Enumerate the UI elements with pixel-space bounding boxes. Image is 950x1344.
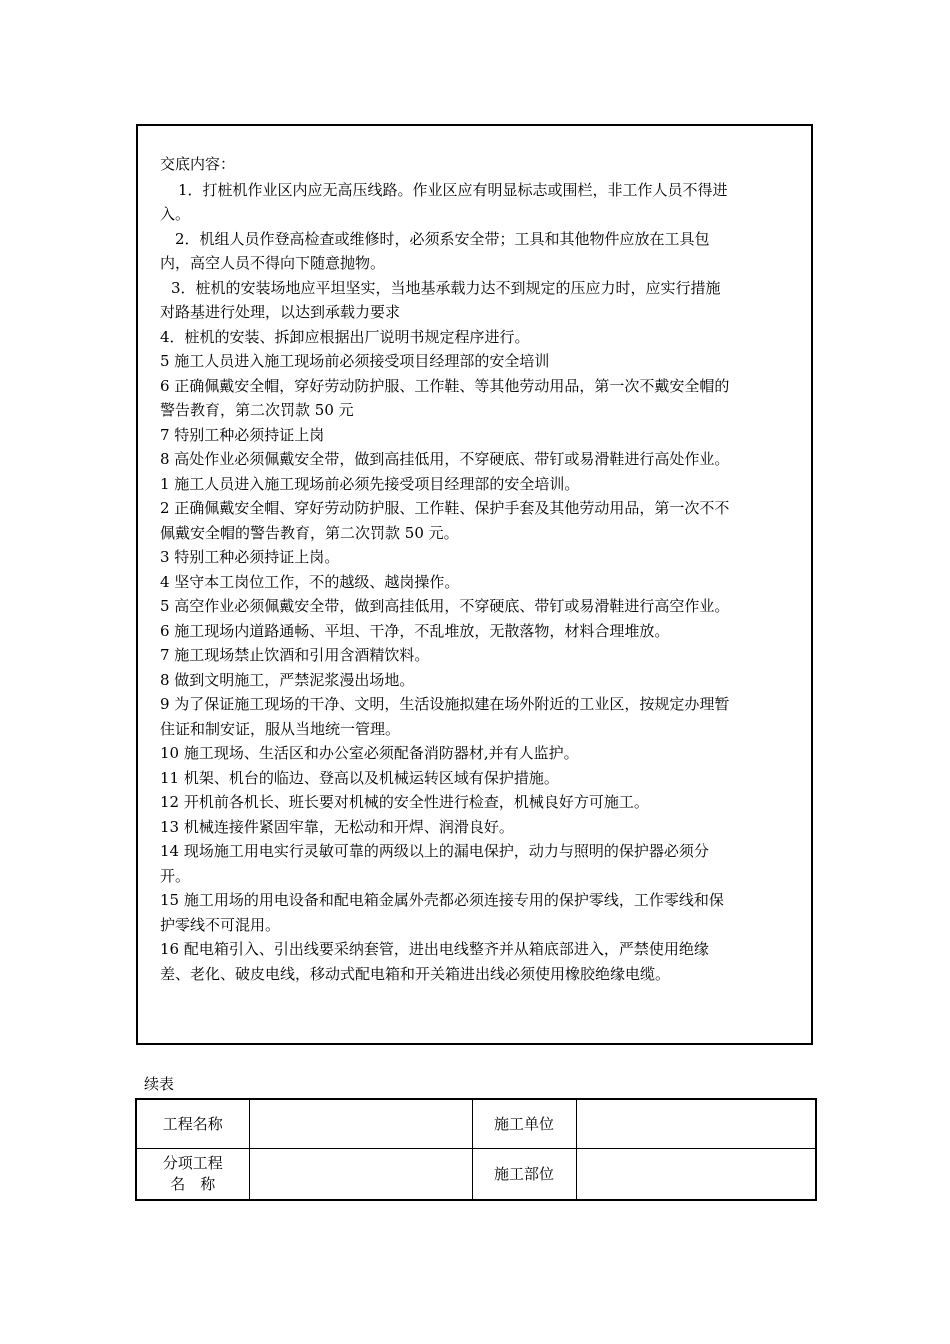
construction-part-value (576, 1149, 816, 1201)
table-row (136, 1099, 816, 1149)
disclosure-line: 4．桩机的安装、拆卸应根据出厂说明书规定程序进行。 (160, 327, 530, 346)
disclosure-line: 开。 (160, 866, 191, 885)
disclosure-line: 3 特别工种必须持证上岗。 (160, 548, 340, 566)
continued-table-label: 续表 (144, 1075, 175, 1093)
disclosure-line: 8 高处作业必须佩戴安全带，做到高挂低用，不穿硬底、带钉或易滑鞋进行高处作业。 (160, 450, 730, 468)
disclosure-line: 7 特别工种必须持证上岗 (160, 425, 325, 444)
sub-project-name-label (136, 1149, 249, 1201)
disclosure-line: 12 开机前各机长、班长要对机械的安全性进行检查，机械良好方可施工。 (160, 793, 649, 811)
disclosure-line: 内，高空人员不得向下随意抛物。 (160, 254, 386, 272)
disclosure-line: 4 坚守本工岗位工作，不的越级、越岗操作。 (160, 572, 460, 591)
disclosure-line: 6 施工现场内道路通畅、平坦、干净，不乱堆放，无散落物，材料合理堆放。 (160, 621, 670, 640)
sub-project-label-line2: 名 称 (170, 1175, 216, 1193)
disclosure-line: 2．机组人员作登高检查或维修时，必须系安全带；工具和其他物件应放在工具包 (175, 229, 710, 248)
disclosure-line: 3．桩机的安装场地应平坦坚实，当地基承载力达不到规定的压应力时，应实行措施 (171, 278, 721, 297)
disclosure-heading: 交底内容： (160, 155, 236, 173)
disclosure-line: 5 高空作业必须佩戴安全带，做到高挂低用，不穿硬底、带钉或易滑鞋进行高空作业。 (160, 597, 730, 615)
disclosure-line: 9 为了保证施工现场的干净、文明，生活设施拟建在场外附近的工业区，按规定办理暂 (160, 695, 730, 713)
construction-part-label: 施工部位 (472, 1149, 576, 1201)
disclosure-line: 10 施工现场、生活区和办公室必须配备消防器材,并有人监护。 (160, 744, 579, 762)
disclosure-line: 15 施工用场的用电设备和配电箱金属外壳都必须连接专用的保护零线，工作零线和保 (160, 891, 724, 909)
disclosure-line: 佩戴安全帽的警告教育，第二次罚款 50 元。 (160, 523, 459, 542)
disclosure-line: 护零线不可混用。 (160, 915, 281, 934)
construction-unit-value (576, 1099, 816, 1149)
disclosure-line: 5 施工人员进入施工现场前必须接受项目经理部的安全培训 (160, 352, 550, 370)
sub-project-label-line1: 分项工程 (162, 1154, 223, 1172)
disclosure-content-box (136, 124, 813, 1045)
project-name-label: 工程名称 (136, 1099, 249, 1149)
disclosure-line: 对路基进行处理，以达到承载力要求 (160, 303, 401, 321)
disclosure-line: 差、老化、破皮电线，移动式配电箱和开关箱进出线必须使用橡胶绝缘电缆。 (160, 964, 671, 983)
disclosure-line: 7 施工现场禁止饮酒和引用含酒精饮料。 (160, 646, 430, 664)
disclosure-line: 住证和制安证，服从当地统一管理。 (160, 719, 401, 738)
disclosure-line: 1 施工人员进入施工现场前必须先接受项目经理部的安全培训。 (160, 474, 580, 493)
table-row (136, 1149, 816, 1201)
disclosure-line: 16 配电箱引入、引出线要采纳套管，进出电线整齐并从箱底部进入，严禁使用绝缘 (160, 940, 709, 958)
disclosure-line: 11 机架、机台的临边、登高以及机械运转区域有保护措施。 (160, 768, 559, 787)
sub-project-name-value (249, 1149, 472, 1201)
project-name-value (249, 1099, 472, 1149)
disclosure-line: 8 做到文明施工，严禁泥浆漫出场地。 (160, 670, 415, 689)
disclosure-line: 2 正确佩戴安全帽、穿好劳动防护服、工作鞋、保护手套及其他劳动用品，第一次不不 (160, 499, 730, 517)
construction-unit-label: 施工单位 (472, 1099, 576, 1149)
disclosure-lines (160, 178, 791, 987)
disclosure-line: 警告教育，第二次罚款 50 元 (160, 401, 354, 419)
project-info-table (135, 1098, 817, 1201)
disclosure-line: 6 正确佩戴安全帽，穿好劳动防护服、工作鞋、等其他劳动用品，第一次不戴安全帽的 (160, 376, 730, 395)
disclosure-line: 1．打桩机作业区内应无高压线路。作业区应有明显标志或围栏，非工作人员不得进 (178, 180, 728, 199)
disclosure-line: 入。 (160, 205, 191, 223)
disclosure-line: 13 机械连接件紧固牢靠，无松动和开焊、润滑良好。 (160, 817, 514, 836)
disclosure-line: 14 现场施工用电实行灵敏可靠的两级以上的漏电保护，动力与照明的保护器必须分 (160, 842, 709, 860)
